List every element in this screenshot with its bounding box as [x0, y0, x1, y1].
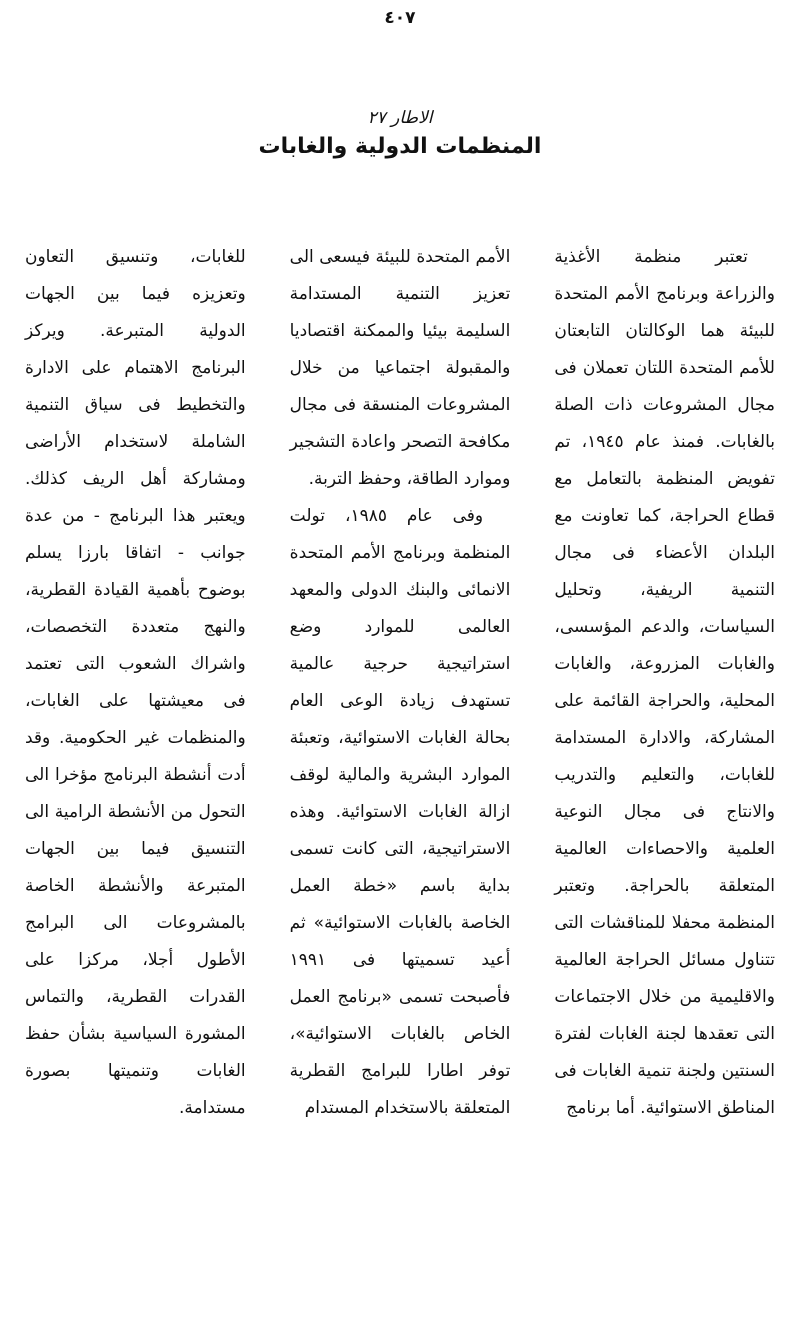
paragraph: للغابات، وتنسيق التعاون وتعزيزه فيما بين الجهات الدولية المتبرعة. ويركز البرنامج الاهتمام على الادارة والتخطيط فى سياق التنمية الشاملة لاستخدام الأراضى ومشاركة أهل الريف كذلك. ويعتبر هذا البرنامج - من عدة جوانب - اتفاقا بارزا يسلم بوضوح بأهمية القيادة القطرية، والنهج متعددة التخصصات، واشراك الشعوب التى تعتمد فى معيشتها على الغابات، والمنظمات غير الحكومية. وقد أدت أنشطة البرنامج مؤخرا الى التحول من الأنشطة الرامية الى التنسيق فيما بين الجهات المتبرعة والأنشطة الخاصة بالمشروعات الى البرامج الأطول أجلا، مركزا على القدرات القطرية، والتماس المشورة السياسية بشأن حفظ الغابات وتنميتها بصورة مستدامة. — [24, 247, 246, 1118]
text-columns — [0, 239, 800, 1334]
column-right — [554, 239, 775, 1334]
paragraph: وفى عام ١٩٨٥، تولت المنظمة وبرنامج الأمم المتحدة الانمائى والبنك الدولى والمعهد العالمى للموارد وضع استراتيجية حرجية عالمية تستهدف زيادة الوعى العام بحالة الغابات الاستوائية، وتعبئة الموارد البشرية والمالية لوقف ازالة الغابات الاستوائية. وهذه الاستراتيجية، التى كانت تسمى بداية باسم «خطة العمل الخاصة بالغابات الاستوائية» ثم أعيد تسميتها فى ١٩٩١ فأصبحت تسمى «برنامج العمل الخاص بالغابات الاستوائية»، توفر اطارا للبرامج القطرية المتعلقة بالاستخدام المستدام — [289, 506, 511, 1118]
page-title: المنظمات الدولية والغابات — [258, 134, 542, 159]
paragraph: تعتبر منظمة الأغذية والزراعة وبرنامج الأمم المتحدة للبيئة هما الوكالتان التابعتان للأمم المتحدة اللتان تعملان فى مجال المشروعات ذات الصلة بالغابات. فمنذ عام ١٩٤٥، تم تفويض المنظمة بالتعامل مع قطاع الحراجة، كما تعاونت مع البلدان الأعضاء فى مجال التنمية الريفية، وتحليل السياسات، والدعم المؤسسى، والغابات المزروعة، والغابات المحلية، والحراجة القائمة على المشاركة، والادارة المستدامة للغابات، والتعليم والتدريب والانتاج فى مجال النوعية العلمية والاحصاءات العالمية المتعلقة بالحراجة. وتعتبر المنظمة محفلا للمناقشات التى تتناول مسائل الحراجة العالمية والاقليمية من خلال الاجتماعات التى تعقدها لجنة الغابات لفترة السنتين ولجنة تنمية الغابات فى المناطق الاستوائية. أما برنامج — [554, 247, 776, 1118]
box-label: الاطار ٢٧ — [367, 108, 433, 128]
column-left — [25, 239, 246, 1334]
paragraph: الأمم المتحدة للبيئة فيسعى الى تعزيز التنمية المستدامة السليمة بيئيا والممكنة اقتصاديا والمقبولة اجتماعيا من خلال المشروعات المنسقة فى مجال مكافحة التصحر واعادة التشجير وموارد الطاقة، وحفظ التربة. — [289, 247, 511, 489]
column-middle — [290, 239, 511, 1334]
page-number: ٤٠٧ — [384, 8, 416, 28]
